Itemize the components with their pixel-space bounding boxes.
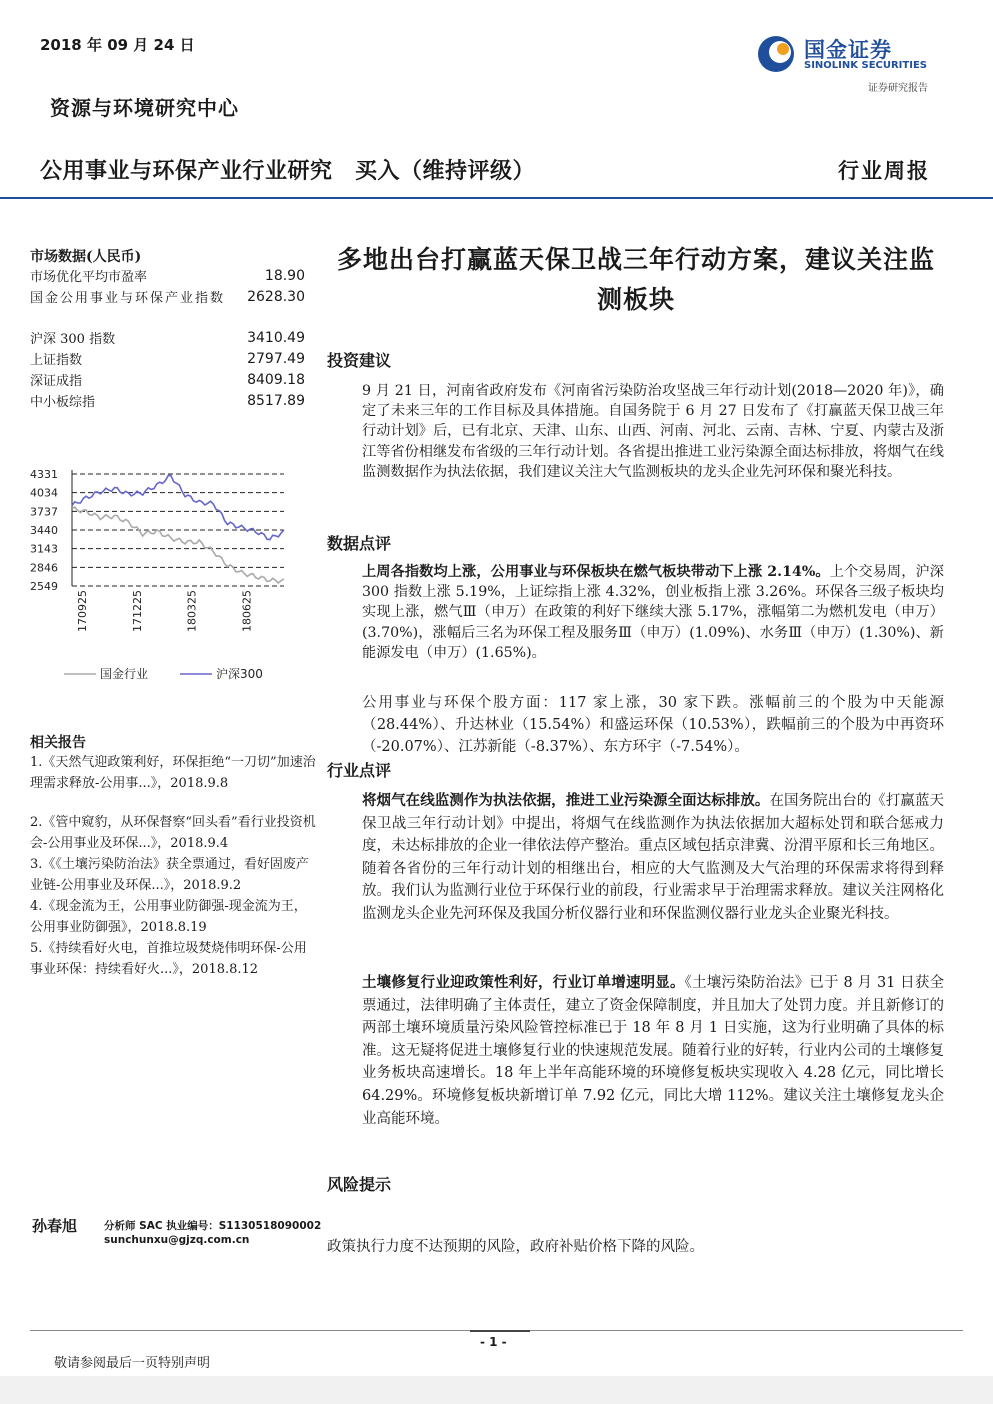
footer-disclaimer: 敬请参阅最后一页特别声明 <box>54 1356 211 1371</box>
market-data-label: 沪深 300 指数 <box>30 332 116 347</box>
market-data-label: 深证成指 <box>30 374 83 389</box>
data-paragraph-1-text: 上个交易周，沪深 300 指数上涨 5.19%，上证综指上涨 4.32%，创业板指上涨 3.26%。环保各三级子板块均实现上涨，燃气Ⅲ（申万）在政策的利好下继续大涨 5.17%，涨幅第二为燃机发电（申万）(3.70%)，涨幅后三名为环保工程及服务Ⅲ（申万）(1.09%)、水务Ⅲ（申万）(1.30%)、新能源发电（申万）(1.65%)。 <box>362 564 944 661</box>
research-center: 资源与环境研究中心 <box>50 96 239 120</box>
related-report-item[interactable]: 2.《管中窥豹，从环保督察“回头看”看行业投资机会-公用事业及环保...》，2018.9.4 <box>30 815 316 851</box>
chart-ytick-label: 3737 <box>30 505 58 519</box>
author-certificate: 分析师 SAC 执业编号：S1130518090002 <box>104 1220 322 1232</box>
section-heading-risk: 风险提示 <box>327 1175 392 1194</box>
related-reports-title: 相关报告 <box>30 735 86 751</box>
section-heading-data: 数据点评 <box>327 534 392 553</box>
report-title: 多地出台打赢蓝天保卫战三年行动方案，建议关注监测板块 <box>336 245 935 314</box>
chart-ytick-label: 3440 <box>30 524 58 537</box>
market-data-label: 国金公用事业与环保产业指数 <box>30 291 226 306</box>
chart-ytick-label: 2846 <box>30 561 58 575</box>
author-name: 孙春旭 <box>32 1217 78 1235</box>
chart-legend-label: 沪深300 <box>216 667 263 681</box>
market-data-value: 2628.30 <box>247 289 305 305</box>
chart-xtick-label: 180325 <box>185 590 199 632</box>
footer-band <box>0 1376 993 1404</box>
data-paragraph-2: 公用事业与环保个股方面：117 家上涨，30 家下跌。涨幅前三的个股为中天能源（28.44%）、升达林业（15.54%）和盛运环保（10.53%），跌幅前三的个股为中再资环（-20.07%）、江苏新能（-8.37%）、东方环宇（-7.54%）。 <box>362 695 944 755</box>
chart-series-line <box>72 507 284 583</box>
invest-paragraph: 9 月 21 日，河南省政府发布《河南省污染防治攻坚战三年行动计划(2018—2020 年)》，确定了未来三年的工作目标及具体措施。自国务院于 6 月 27 日发布了《打赢蓝天保卫战三年行动计划》后，已有北京、天津、山东、山西、河南、河北、云南、吉林、宁夏、内蒙古及浙江等省份相继发布省级的三年行动计划。各省提出推进工业污染源全面达标排放，将烟气在线监测数据作为执法依据，我们建议关注大气监测板块的龙头企业先河环保和聚光科技。 <box>362 383 944 480</box>
data-paragraph-1 <box>362 562 944 663</box>
industry-paragraph-2 <box>362 972 944 1130</box>
market-data-label: 上证指数 <box>30 353 83 368</box>
market-data-title: 市场数据(人民币) <box>30 249 142 265</box>
market-data-value: 3410.49 <box>247 330 305 346</box>
chart-xtick-label: 180625 <box>240 590 254 632</box>
report-type: 行业周报 <box>838 158 930 183</box>
industry-paragraph-1-lead: 将烟气在线监测作为执法依据，推进工业污染源全面达标排放。 <box>362 792 770 809</box>
logo-text-cn: 国金证券 <box>804 38 892 62</box>
chart-xtick-label: 171225 <box>130 590 144 632</box>
industry-paragraph-2-text: 《土壤污染防治法》已于 8 月 31 日获全票通过，法律明确了主体责任，建立了资金保障制度，并且加大了处罚力度。并且新修订的两部土壤环境质量污染风险管控标准已于 18 年 8 月 1 日实施，这为行业明确了具体的标准。这无疑将促进土壤修复行业的快速规范发展。随着行业的好转，行业内公司的土壤修复业务板块高速增长。18 年上半年高能环境的环境修复板块实现收入 4.28 亿元，同比增长 64.29%。环境修复板块新增订单 7.92 亿元，同比大增 112%。建议关注土壤修复龙头企业高能环境。 <box>362 975 944 1127</box>
industry-paragraph-2-lead: 土壤修复行业迎政策性利好，行业订单增速明显。 <box>362 974 685 991</box>
author-email[interactable]: sunchunxu@gjzq.com.cn <box>104 1234 250 1246</box>
market-data-label: 市场优化平均市盈率 <box>30 270 148 285</box>
market-data-row <box>30 330 305 350</box>
logo-text-en: SINOLINK SECURITIES <box>804 60 927 71</box>
chart-xtick-label: 170925 <box>76 590 89 632</box>
section-heading-invest: 投资建议 <box>327 351 392 370</box>
chart-ytick-label: 2549 <box>30 580 58 593</box>
chart-ytick-label: 4034 <box>30 486 58 500</box>
index-comparison-chart <box>28 460 318 690</box>
industry-paragraph-1-text: 在国务院出台的《打赢蓝天保卫战三年行动计划》中提出，将烟气在线监测作为执法依据加大超标处罚和联合惩戒力度，未达标排放的企业一律依法停产整治。重点区域包括京津冀、汾渭平原和长三角地区。随着各省份的三年行动计划的相继出台，相应的大气监测及大气治理的环保需求将得到释放。我们认为监测行业位于环保行业的前段，行业需求早于治理需求释放。建议关注网格化监测龙头企业先河环保及我国分析仪器行业和环保监测仪器行业龙头企业聚光科技。 <box>362 793 945 922</box>
data-paragraph-1-lead: 上周各指数均上涨，公用事业与环保板块在燃气板块带动下上涨 2.14%。 <box>362 564 830 580</box>
page-number: - 1 - <box>480 1335 507 1349</box>
market-data-value: 2797.49 <box>247 351 305 367</box>
header-divider <box>0 197 993 199</box>
industry-rating-title: 公用事业与环保产业行业研究 买入（维持评级） <box>40 159 536 184</box>
market-data-value: 18.90 <box>264 268 305 284</box>
market-data-value: 8517.89 <box>247 393 305 409</box>
company-logo <box>756 32 946 76</box>
related-report-item[interactable]: 3.《《土壤污染防治法》获全票通过，看好固废产业链-公用事业及环保...》，2018.9.2 <box>30 857 309 893</box>
market-data-value: 8409.18 <box>247 372 305 388</box>
market-data-row <box>30 289 305 329</box>
market-data-row <box>30 393 305 413</box>
logo-subtitle: 证券研究报告 <box>868 83 928 94</box>
chart-ytick-label: 4331 <box>30 468 58 481</box>
related-report-item[interactable]: 5.《持续看好火电，首推垃圾焚烧伟明环保-公用事业环保：持续看好火...》，2018.8.12 <box>30 941 307 977</box>
market-data-row <box>30 372 305 392</box>
risk-text: 政策执行力度不达预期的风险，政府补贴价格下降的风险。 <box>327 1239 704 1255</box>
industry-paragraph-1 <box>362 790 944 926</box>
report-date: 2018 年 09 月 24 日 <box>40 36 195 54</box>
related-report-item[interactable]: 1.《天然气迎政策利好，环保拒绝“一刀切”加速治理需求释放-公用事...》，2018.9.8 <box>30 755 316 791</box>
market-data-label: 中小板综指 <box>30 395 96 410</box>
chart-ytick-label: 3143 <box>30 542 58 556</box>
chart-legend-label: 国金行业 <box>100 667 149 681</box>
section-heading-industry: 行业点评 <box>327 761 392 780</box>
market-data-row <box>30 268 305 288</box>
market-data-row <box>30 351 305 371</box>
related-report-item[interactable]: 4.《现金流为王，公用事业防御强-现金流为王，公用事业防御强》，2018.8.19 <box>30 899 307 935</box>
footer-page-marker <box>470 1330 530 1332</box>
